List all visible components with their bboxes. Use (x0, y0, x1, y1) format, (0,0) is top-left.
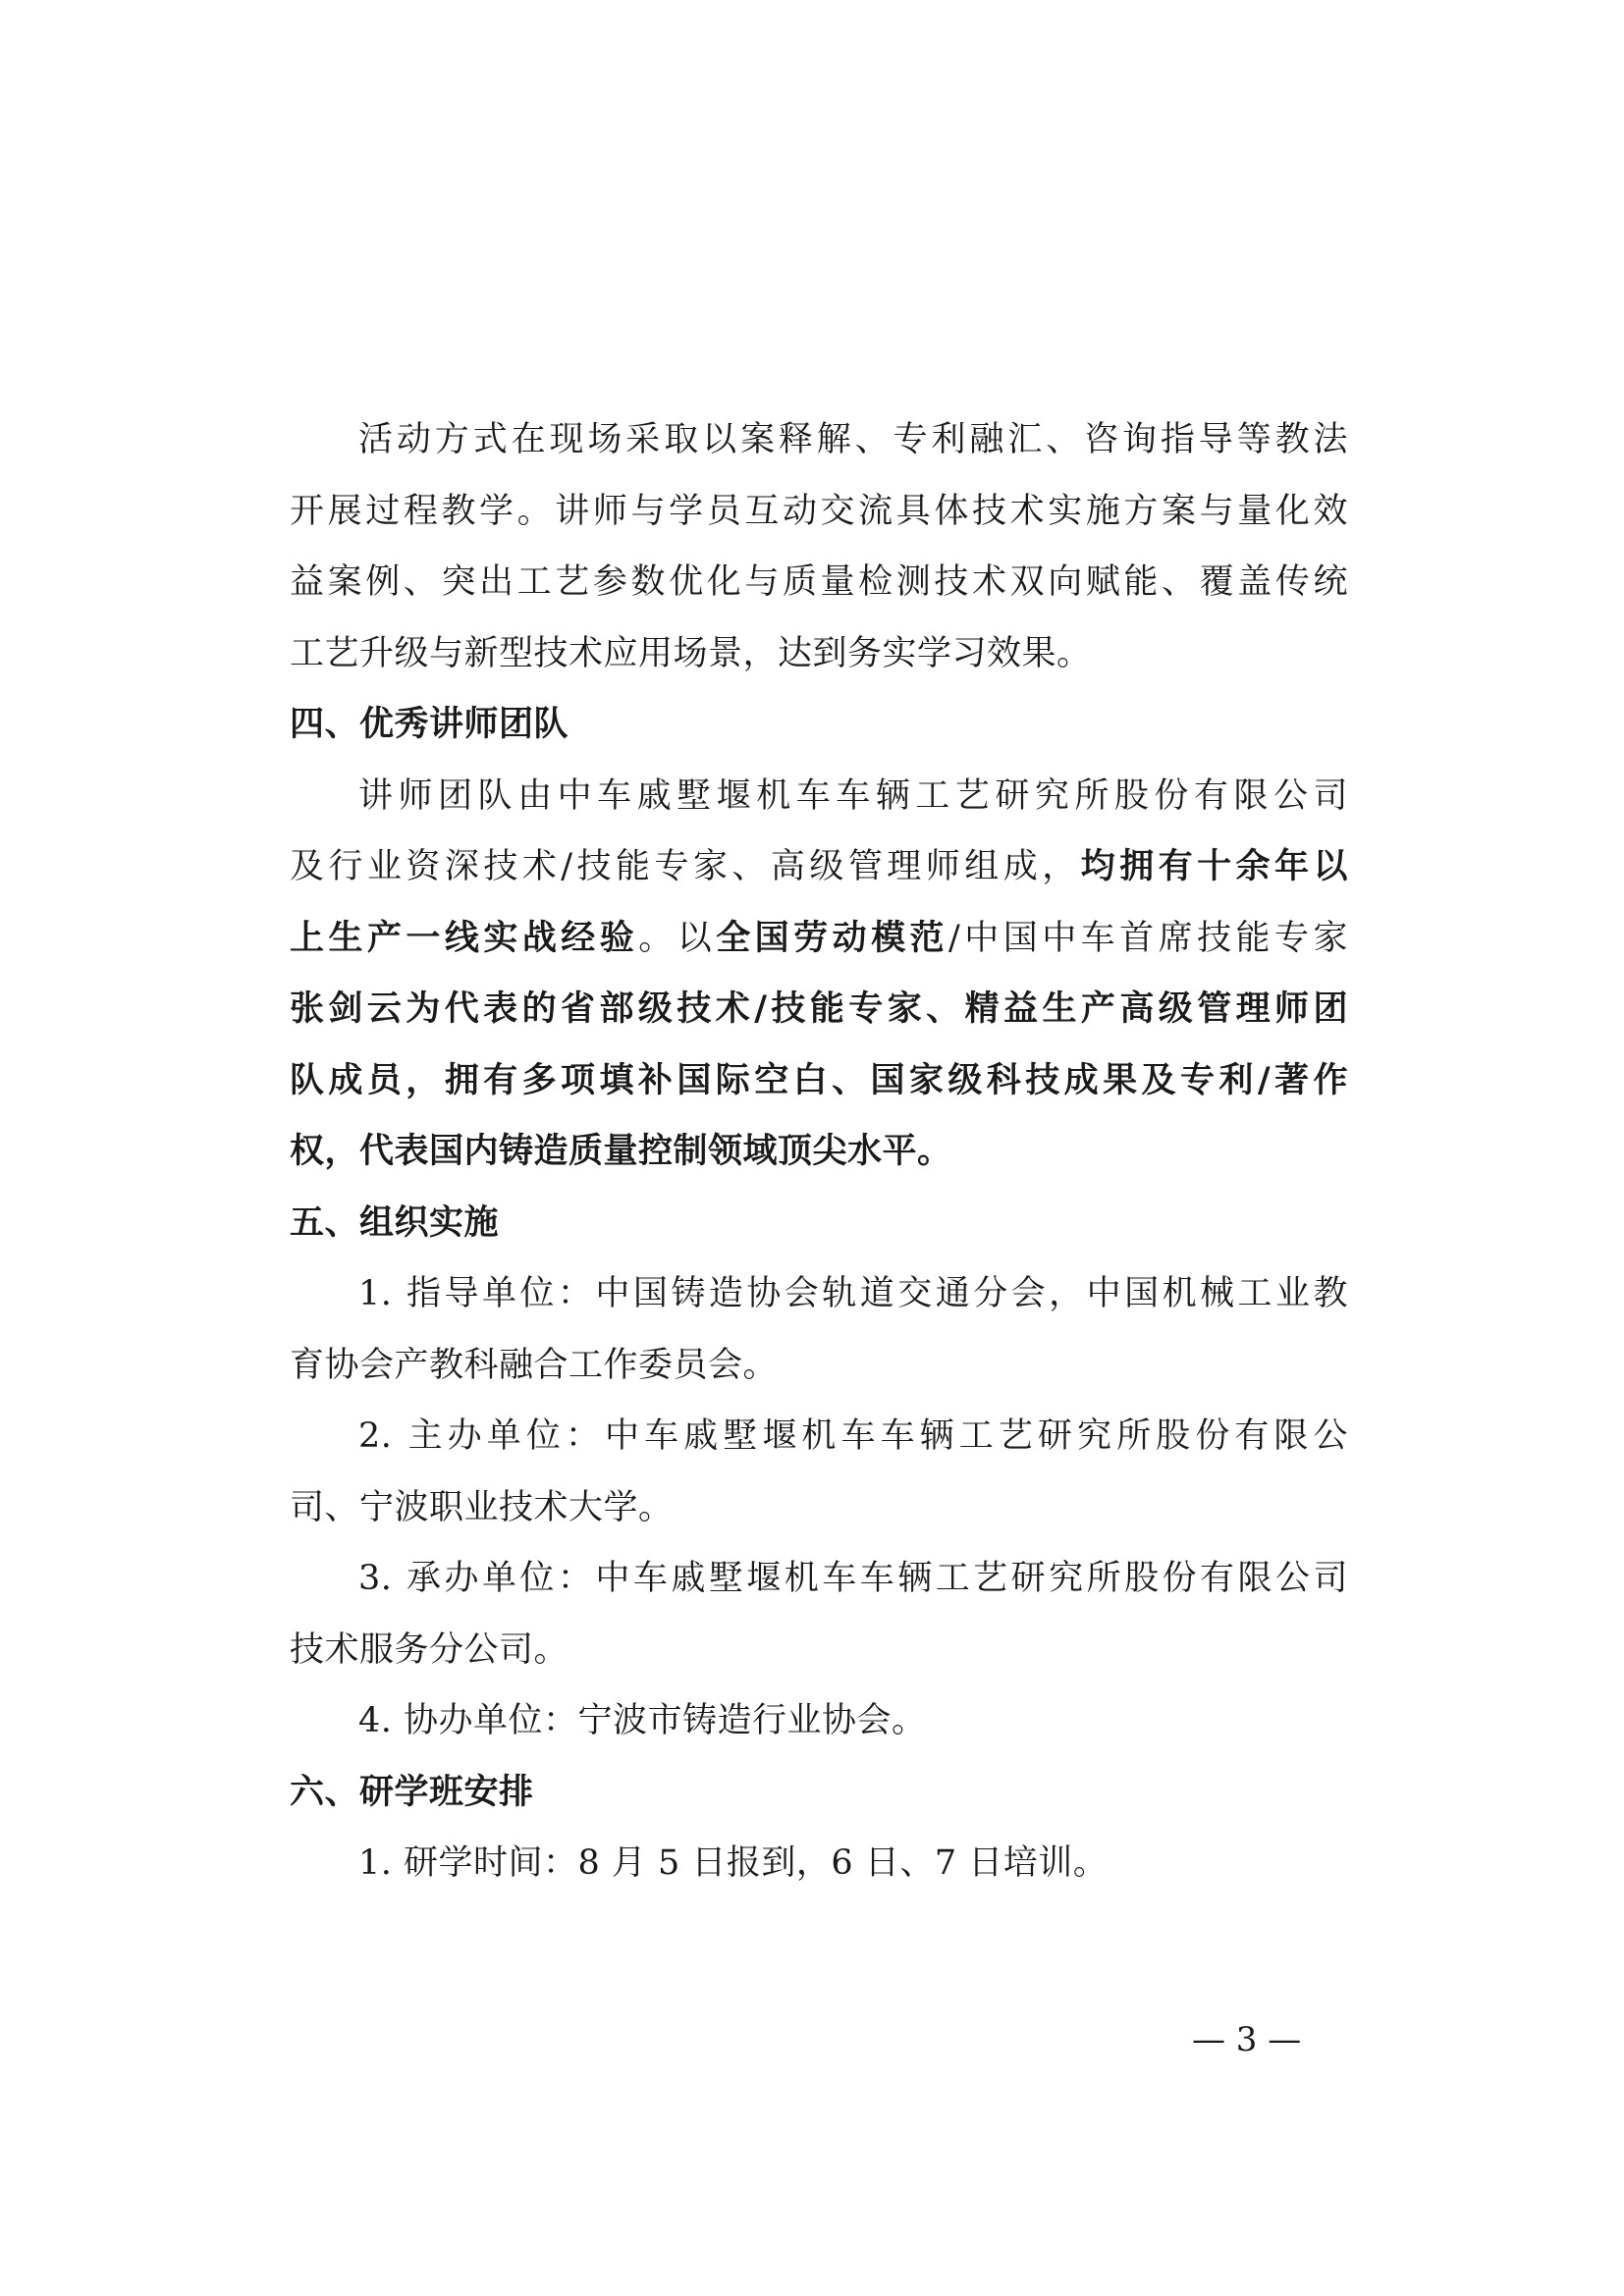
paragraph-instructors-line-3 (290, 903, 1348, 975)
organization-item-3-line-1: 3. 承办单位：中车戚墅堰机车车辆工艺研究所股份有限公司 (358, 1559, 1348, 1598)
organization-item-4: 4. 协办单位：宁波市铸造行业协会。 (358, 1701, 927, 1740)
organization-item-2-line-1: 2. 主办单位：中车戚墅堰机车车辆工艺研究所股份有限公 (358, 1416, 1348, 1456)
document-page (290, 404, 1348, 1899)
organization-item-2-line-2: 司、宁波职业技术大学。 (290, 1487, 674, 1527)
paragraph-instructors-line-2 (290, 831, 1348, 903)
paragraph-activity-line-4: 工艺升级与新型技术应用场景，达到务实学习效果。 (290, 633, 1092, 673)
instructors-text-bold: 均拥有十余年以 (1080, 847, 1348, 886)
paragraph-activity-line-3: 益案例、突出工艺参数优化与质量检测技术双向赋能、覆盖传统 (290, 562, 1348, 602)
instructors-text-normal: 。以 (638, 918, 717, 958)
paragraph-instructors-line-5: 队成员，拥有多项填补国际空白、国家级科技成果及专利/著作 (290, 1060, 1348, 1100)
section-heading-organization: 五、组织实施 (290, 1202, 500, 1243)
instructors-text-normal: /中国中车首席技能专家 (948, 918, 1348, 958)
instructors-text-normal: 及行业资深技术/技能专家、高级管理师组成， (290, 847, 1081, 886)
paragraph-activity-line-2: 开展过程教学。讲师与学员互动交流具体技术实施方案与量化效 (290, 491, 1348, 531)
paragraph-instructors-line-1: 讲师团队由中车戚墅堰机车车辆工艺研究所股份有限公司 (358, 775, 1348, 816)
organization-item-1-line-2: 育协会产教科融合工作委员会。 (290, 1345, 779, 1385)
section-heading-instructors: 四、优秀讲师团队 (290, 705, 569, 744)
paragraph-instructors-line-4: 张剑云为代表的省部级技术/技能专家、精益生产高级管理师团 (290, 989, 1348, 1029)
paragraph-activity-line-1: 活动方式在现场采取以案释解、专利融汇、咨询指导等教法 (358, 420, 1348, 459)
schedule-item-1: 1. 研学时间：8 月 5 日报到，6 日、7 日培训。 (358, 1843, 1109, 1883)
organization-item-1-line-1: 1. 指导单位：中国铸造协会轨道交通分会，中国机械工业教 (358, 1274, 1348, 1313)
instructors-text-bold: 上生产一线实战经验 (290, 918, 639, 958)
paragraph-instructors-line-6: 权，代表国内铸造质量控制领域顶尖水平。 (290, 1132, 952, 1171)
organization-item-3-line-2: 技术服务分公司。 (290, 1629, 569, 1670)
instructors-text-bold: 全国劳动模范 (716, 918, 949, 958)
page-number: — 3 — (1192, 2020, 1302, 2059)
section-heading-schedule: 六、研学班安排 (290, 1772, 534, 1812)
